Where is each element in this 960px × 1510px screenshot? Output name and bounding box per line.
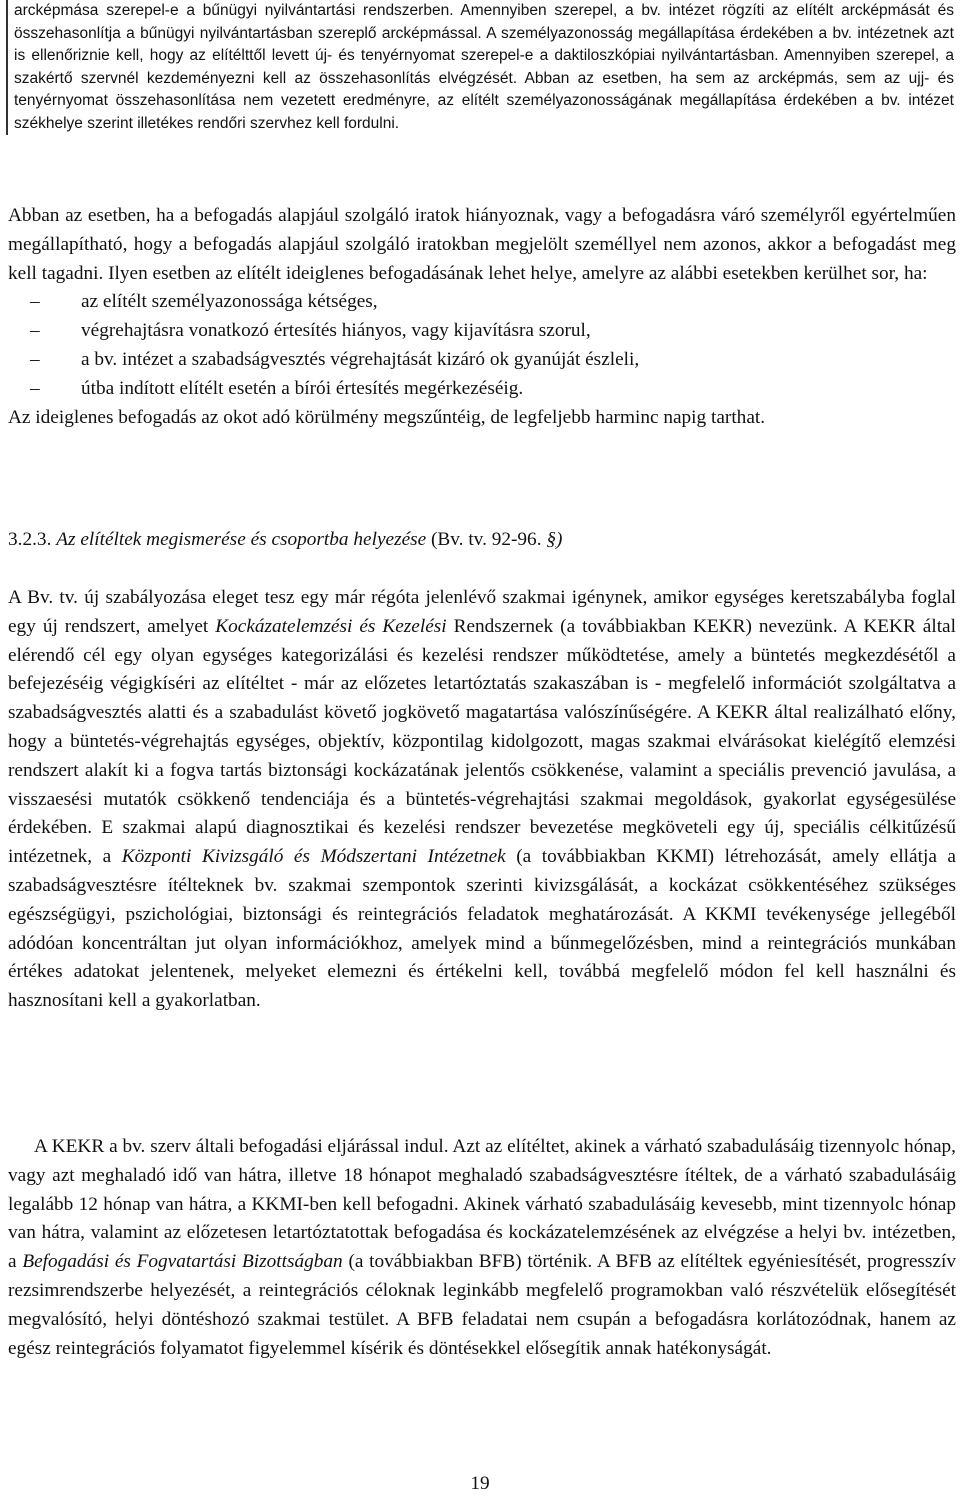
text-run: A KEKR a bv. szerv általi befogadási eljárással indul. Azt az elítéltet, akinek a várható szabadulásáig tizennyolc hónap, vagy azt meghaladó idő van hátra, illetve 18 hónapot meghaladó szabadságvesztésre ítéltek, de a várható szabadulásáig legalább 12 hónap van hátra, a KKMI-ben kell befogadni. Akinek várható szabadulásáig kevesebb, mint tizennyolc hónap van hátra, valamint az előzetesen letartóztatottak befogadása és kockázatelemzésének az elvégzése a helyi bv. intézetben, a (8, 1136, 956, 1273)
dash-bullet: – (30, 348, 40, 370)
list-item-text: végrehajtásra vonatkozó értesítés hiányos, vagy kijavításra szorul, (81, 320, 591, 342)
italic-term: Kockázatelemzési és Kezelési (215, 615, 447, 637)
quoted-legal-text (6, 0, 954, 135)
dash-bullet: – (30, 377, 40, 399)
section-temporary-admission (8, 202, 956, 432)
section-kekr-intro (8, 584, 956, 1016)
dash-bullet: – (30, 291, 40, 313)
closing-paragraph: Az ideiglenes befogadás az okot adó körülmény megszűntéig, de legfeljebb harminc napig tarthat. (8, 406, 766, 428)
section-heading (8, 526, 562, 555)
section-number: 3.2.3. (8, 529, 52, 550)
list-item (8, 375, 956, 404)
text-run: A Bv. tv. új szabályozása eleget tesz egy már régóta jelenlévő szakmai igénynek, amikor egységes keretszabályba foglal egy új rendszert, amelyet (8, 587, 956, 637)
section-reference-close: ) (555, 529, 563, 550)
text-run: (a továbbiakban KKMI) létrehozását, amely ellátja a szabadságvesztésre ítélteknek bv. szakmai szempontok szerinti kivizsgálását, a kockázat csökkentéséhez szükséges egészségügyi, pszichológiai, biztonsági és reintegrációs feladatok meghatározását. A KKMI tevékenysége jellegéből adódóan koncentráltan jut olyan információkhoz, amelyek mind a bűnmegelőzésben, mind a reintegrációs munkában értékes adatokat jelentenek, melyeket elemezni és értékelni kell, továbbá megfelelő módon fel kell használni és hasznosítani kell a gyakorlatban. (8, 846, 956, 1012)
conditions-list (8, 288, 956, 403)
intro-paragraph: Abban az esetben, ha a befogadás alapjául szolgáló iratok hiányoznak, vagy a befogadásra váró személyről egyértelműen megállapítható, hogy a befogadás alapjául szolgáló iratokban megjelölt személlyel nem azonos, akkor a befogadást meg kell tagadni. Ilyen esetben az elítélt ideiglenes befogadásának lehet helye, amelyre az alábbi esetekben kerülhet sor, ha: (8, 205, 956, 284)
italic-term: Központi Kivizsgáló és Módszertani Intézetnek (121, 846, 506, 868)
page-number: 19 (470, 1473, 490, 1494)
section-admission-procedure (8, 1133, 956, 1363)
section-sign: § (546, 529, 556, 550)
list-item (8, 317, 956, 346)
section-reference: (Bv. tv. 92-96. (431, 529, 542, 550)
list-item-text: útba indított elítélt esetén a bírói értesítés megérkezéséig. (81, 377, 524, 399)
list-item (8, 288, 956, 317)
text-run: Rendszernek (a továbbiakban KEKR) nevezünk. A KEKR által elérendő cél egy olyan egységes kategorizálási és kezelési rendszer működtetése, amely a büntetés megkezdésétől a befejezéséig végigkíséri az elítéltet - már az előzetes letartóztatás szakaszában is - megfelelő információt szolgáltatva a szabadságvesztés alatti és a szabadulást követő jogkövető magatartása valószínűségére. A KEKR által realizálható előny, hogy a büntetés-végrehajtás egységes, objektív, központilag kidolgozott, magas szakmai elvárásokat kielégítő elemzési rendszert alakít ki a fogva tartás biztonsági kockázatának jelentős csökkenése, valamint a speciális prevenció javulása, a visszaesési mutatók csökkenő tendenciája és a büntetés-végrehajtási szakmai megoldások, gyakorlat egységesülése érdekében. E szakmai alapú diagnosztikai és kezelési rendszer bevezetése megköveteli egy új, speciális célkitűzésű intézetnek, a (8, 615, 956, 868)
quoted-paragraph: arcképmása szerepel-e a bűnügyi nyilvántartási rendszerben. Amennyiben szerepel, a bv. intézet rögzíti az elítélt arcképmását és összehasonlítja a bűnügyi nyilvántartásban szereplő arcképmással. A személyazonosság megállapítása érdekében a bv. intézetnek azt is ellenőriznie kell, hogy az elítélttől levett új- és tenyérnyomat szerepel-e a daktiloszkópiai nyilvántartásban. Amennyiben szerepel, a szakértő szervnél kezdeményezni kell az összehasonlítás elvégzését. Abban az esetben, ha sem az arcképmás, sem az ujj- és tenyérnyomat összehasonlítása nem vezetett eredményre, az elítélt személyazonosságának megállapítása érdekében a bv. intézet székhelye szerint illetékes rendőri szervhez kell fordulni. (14, 2, 954, 132)
list-item-text: a bv. intézet a szabadságvesztés végrehajtását kizáró ok gyanúját észleli, (81, 348, 640, 370)
dash-bullet: – (30, 320, 40, 342)
list-item (8, 346, 956, 375)
text-run: (a továbbiakban BFB) történik. A BFB az elítéltek egyéniesítését, progresszív rezsimrendszerbe helyezését, a reintegrációs céloknak leginkább megfelelő programokban való részvételük elősegítését megvalósító, helyi döntéshozó szakmai testület. A BFB feladatai nem csupán a befogadásra korlátozódnak, hanem az egész reintegrációs folyamatot figyelemmel kísérik és döntésekkel elősegítik annak hatékonyságát. (8, 1251, 956, 1359)
kekr-paragraph (8, 584, 956, 1016)
section-title: Az elítéltek megismerése és csoportba helyezése (56, 529, 427, 550)
italic-term: Befogadási és Fogvatartási Bizottságban (22, 1251, 343, 1273)
admission-paragraph (8, 1133, 956, 1363)
list-item-text: az elítélt személyazonossága kétséges, (81, 291, 378, 313)
